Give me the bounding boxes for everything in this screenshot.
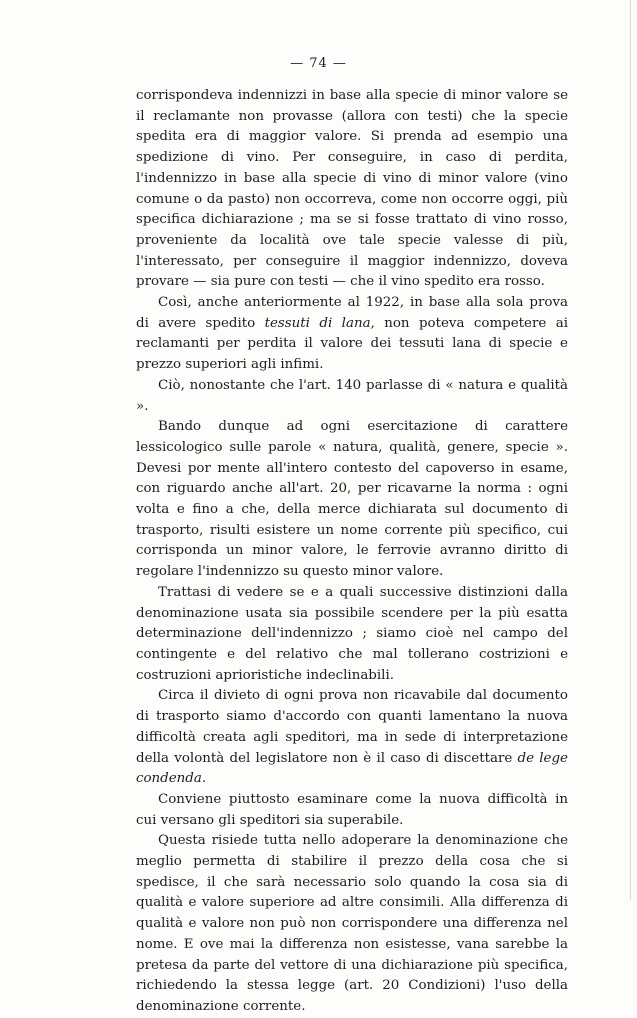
paragraph-text: Trattasi di vedere se e a quali successive distinzioni dalla denominazione usata sia possibile scendere per la più esatta determinazione dell'indennizzo ; siamo cioè nel campo del contingente e del relativo che mal tollerano costrizioni e costruzioni aprioristiche indeclinabili. [136,584,568,683]
paragraph [136,293,568,376]
paragraph [136,831,568,1017]
paragraph-text: Bando dunque ad ogni esercitazione di carattere lessicologico sulle parole « natura, qualità, genere, specie ». Devesi por mente all'intero contesto del capoverso in esame, con riguardo anche all'art. 20, per ricavarne la norma : ogni volta e fino a che, della merce dichiarata sul documento di trasporto, risulti esistere un nome corrente più specifico, cui corrisponda un minor valore, le ferrovie avranno diritto di regolare l'indennizzo su questo minor valore. [136,419,568,580]
page-number: — 74 — [290,56,347,71]
page-edge-line [630,0,631,900]
paragraph-text: Conviene piuttosto esaminare come la nuova difficoltà in cui versano gli speditori sia superabile. [136,791,568,828]
paragraph-text: Questa risiede tutta nello adoperare la denominazione che meglio permetta di stabilire il prezzo della cosa che si spedisce, il che sarà necessario solo quando la cosa sia di qualità e valore superiore ad altre consimili. Alla differenza di qualità e valore non può non corrispondere una differenza nel nome. E ove mai la differenza non esistesse, vana sarebbe la pretesa da parte del vettore di una dichiarazione più specifica, richiedendo la stessa legge (art. 20 Condizioni) l'uso della denominazione corrente. [136,833,568,1014]
paragraph [136,790,568,831]
paragraph [136,583,568,687]
paragraph [136,86,568,293]
paragraph [136,417,568,583]
paragraph-text: Così, anche anteriormente al 1922, in base alla sola prova di avere spedito [136,295,568,331]
paragraph-text: non poteva competere ai reclamanti per perdita il valore dei tessuti lana di specie e prezzo superiori agli infimi. [136,315,568,373]
paragraph-text: Ciò, nonostante che l'art. 140 parlasse di « natura e qualità ». [136,377,568,414]
paragraph [136,686,568,790]
paragraph [136,376,568,417]
body-text [136,86,568,1018]
paragraph-text: Circa il divieto di ogni prova non ricavabile dal documento di trasporto siamo d'accordo con quanti lamentano la nuova difficoltà creata agli speditori, ma in sede di interpretazione della volontà del legislatore non è il caso di discettare [136,688,568,766]
italic-text: tessuti di lana, [264,315,375,331]
paragraph-text: corrispondeva indennizzi in base alla specie di minor valore se il reclamante non provasse (allora con testi) che la specie spedita era di maggior valore. Si prenda ad esempio una spedizione di vino. Per conseguire, in caso di perdita, l'indennizzo in base alla specie di vino di minor valore (vino comune o da pasto) non occorreva, come non occorre oggi, più specifica dichiarazione ; ma se si fosse trattato di vino rosso, proveniente da località ove tale specie valesse di più, l'interessato, per conseguire il maggior indennizzo, doveva provare — sia pure con testi — che il vino spedito era rosso. [136,88,568,290]
italic-text: de lege condenda. [136,750,568,787]
